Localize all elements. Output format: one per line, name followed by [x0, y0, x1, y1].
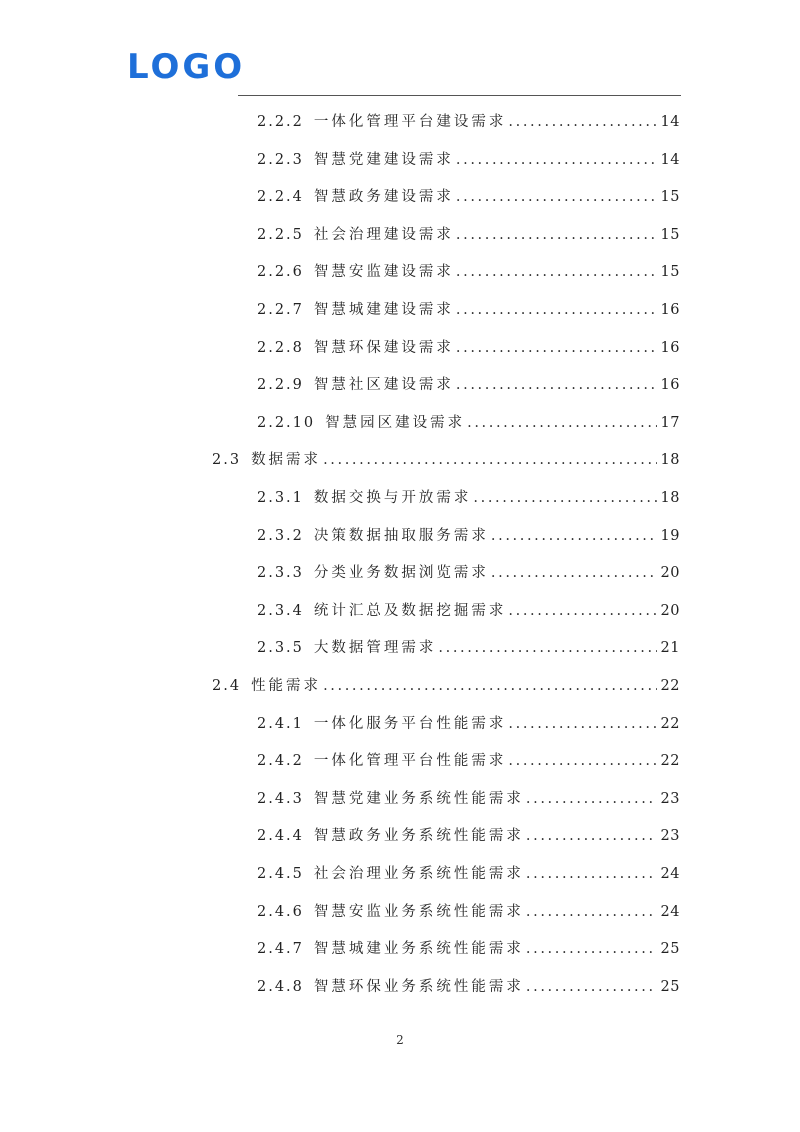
toc-leader-dots [456, 337, 657, 359]
logo: LOGO [127, 47, 246, 87]
toc-leader-dots [467, 412, 656, 434]
toc-entry-number: 2.4.8 [257, 978, 304, 995]
toc-entry-number: 2.2.8 [257, 339, 304, 356]
toc-leader-dots [526, 901, 657, 923]
toc-entry-page: 24 [660, 903, 680, 920]
toc-entry[interactable] [212, 675, 680, 697]
toc-entry-title: 智慧社区建设需求 [313, 377, 454, 394]
toc-entry-page: 16 [660, 339, 680, 356]
toc-leader-dots [526, 938, 657, 960]
toc-leader-dots [526, 825, 657, 847]
toc-entry-number: 2.4.3 [257, 790, 304, 807]
toc-entry-title: 决策数据抽取服务需求 [313, 527, 489, 544]
toc-leader-dots [473, 487, 656, 509]
toc-entry-number: 2.3.3 [257, 565, 304, 582]
toc-entry[interactable] [257, 863, 680, 885]
toc-leader-dots [456, 149, 657, 171]
toc-leader-dots [323, 675, 656, 697]
toc-entry-title: 数据交换与开放需求 [313, 490, 472, 506]
toc-entry[interactable] [257, 976, 680, 998]
toc-entry[interactable] [257, 111, 680, 133]
toc-entry-page: 18 [660, 490, 680, 506]
toc-entry-page: 25 [660, 978, 680, 995]
toc-entry[interactable] [257, 562, 680, 584]
toc-entry-number: 2.2.7 [257, 302, 304, 318]
toc-entry[interactable] [257, 224, 680, 246]
toc-entry-number: 2.2.2 [257, 114, 304, 130]
toc-entry-page: 15 [660, 189, 680, 206]
toc-entry[interactable] [257, 750, 680, 772]
toc-entry-title: 统计汇总及数据挖掘需求 [313, 602, 507, 619]
toc-entry-page: 22 [660, 715, 680, 732]
toc-entry-title: 智慧党建建设需求 [313, 151, 454, 168]
toc-entry-number: 2.4.5 [257, 866, 304, 882]
toc-entry-title: 社会治理业务系统性能需求 [313, 866, 524, 882]
toc-entry-number: 2.2.6 [257, 264, 304, 281]
toc-entry[interactable] [257, 713, 680, 735]
toc-entry[interactable] [257, 337, 680, 359]
toc-leader-dots [526, 976, 657, 998]
toc-entry-number: 2.2.3 [257, 151, 304, 168]
toc-leader-dots [456, 224, 657, 246]
toc-entry-number: 2.2.9 [257, 377, 304, 394]
toc-leader-dots [526, 788, 657, 810]
toc-entry[interactable] [257, 261, 680, 283]
toc-leader-dots [508, 713, 656, 735]
toc-leader-dots [491, 562, 657, 584]
toc-entry-page: 14 [660, 114, 680, 130]
toc-entry-number: 2.4.7 [257, 941, 304, 958]
toc-entry-page: 18 [660, 452, 680, 469]
toc-entry[interactable] [257, 825, 680, 847]
toc-entry[interactable] [257, 186, 680, 208]
toc-entry-title: 智慧园区建设需求 [325, 414, 466, 431]
toc-entry-title: 一体化管理平台性能需求 [313, 753, 507, 770]
toc-entry[interactable] [257, 901, 680, 923]
toc-entry-title: 大数据管理需求 [313, 640, 437, 657]
toc-entry-number: 2.4.2 [257, 753, 304, 770]
toc-entry-page: 21 [660, 640, 680, 657]
toc-entry-title: 社会治理建设需求 [313, 226, 454, 243]
toc-leader-dots [508, 600, 656, 622]
toc-leader-dots [508, 111, 656, 133]
toc-leader-dots [508, 750, 656, 772]
toc-entry-page: 20 [660, 565, 680, 582]
toc-entry-page: 22 [660, 753, 680, 770]
toc-entry-title: 智慧党建业务系统性能需求 [313, 790, 524, 807]
toc-entry-number: 2.3 [212, 452, 242, 469]
toc-leader-dots [456, 261, 657, 283]
toc-entry[interactable] [257, 600, 680, 622]
toc-entry-page: 15 [660, 264, 680, 281]
toc-entry-title: 数据需求 [251, 452, 322, 469]
toc-entry-number: 2.2.5 [257, 226, 304, 243]
toc-leader-dots [456, 374, 657, 396]
toc-entry-title: 智慧环保建设需求 [313, 339, 454, 356]
toc-entry-number: 2.3.4 [257, 602, 304, 619]
toc-entry-number: 2.4.4 [257, 828, 304, 845]
toc-entry-page: 19 [660, 527, 680, 544]
toc-leader-dots [438, 637, 656, 659]
toc-leader-dots [323, 449, 656, 471]
toc-leader-dots [456, 299, 657, 321]
toc-entry[interactable] [257, 149, 680, 171]
toc-entry-title: 智慧城建业务系统性能需求 [313, 941, 524, 958]
toc-entry-page: 25 [660, 941, 680, 958]
toc-entry-title: 一体化服务平台性能需求 [313, 715, 507, 732]
toc-entry-number: 2.3.2 [257, 527, 304, 544]
toc-entry-number: 2.4 [212, 678, 242, 694]
toc-entry-number: 2.4.6 [257, 903, 304, 920]
toc-entry[interactable] [257, 374, 680, 396]
toc-entry-title: 智慧政务业务系统性能需求 [313, 828, 524, 845]
toc-entry[interactable] [257, 637, 680, 659]
toc-entry-number: 2.3.5 [257, 640, 304, 657]
toc-entry[interactable] [257, 487, 680, 509]
toc-entry[interactable] [212, 449, 680, 471]
toc-entry[interactable] [257, 412, 680, 434]
toc-entry[interactable] [257, 299, 680, 321]
toc-leader-dots [456, 186, 657, 208]
toc-entry-page: 23 [660, 790, 680, 807]
toc-entry-page: 17 [660, 414, 680, 431]
toc-entry-page: 15 [660, 226, 680, 243]
toc-entry-page: 20 [660, 602, 680, 619]
toc-entry-title: 智慧城建建设需求 [313, 302, 454, 318]
toc-entry-number: 2.3.1 [257, 490, 304, 506]
toc-entry-page: 22 [660, 678, 680, 694]
toc-entry-page: 23 [660, 828, 680, 845]
toc-entry-number: 2.2.4 [257, 189, 304, 206]
toc-entry-title: 分类业务数据浏览需求 [313, 565, 489, 582]
toc-entry[interactable] [257, 938, 680, 960]
toc-entry-title: 性能需求 [251, 678, 322, 694]
toc-leader-dots [491, 525, 657, 547]
toc-entry-title: 智慧政务建设需求 [313, 189, 454, 206]
toc-entry-title: 一体化管理平台建设需求 [313, 114, 507, 130]
toc-entry[interactable] [257, 525, 680, 547]
toc-leader-dots [526, 863, 657, 885]
toc-entry-page: 14 [660, 151, 680, 168]
toc-entry-page: 24 [660, 866, 680, 882]
toc-entry-number: 2.2.10 [257, 414, 316, 431]
toc-entry-title: 智慧环保业务系统性能需求 [313, 978, 524, 995]
page-number: 2 [396, 1033, 404, 1047]
toc-entry-page: 16 [660, 377, 680, 394]
toc-entry-page: 16 [660, 302, 680, 318]
toc-entry-title: 智慧安监业务系统性能需求 [313, 903, 524, 920]
toc-entry[interactable] [257, 788, 680, 810]
toc-entry-title: 智慧安监建设需求 [313, 264, 454, 281]
toc-entry-number: 2.4.1 [257, 715, 304, 732]
